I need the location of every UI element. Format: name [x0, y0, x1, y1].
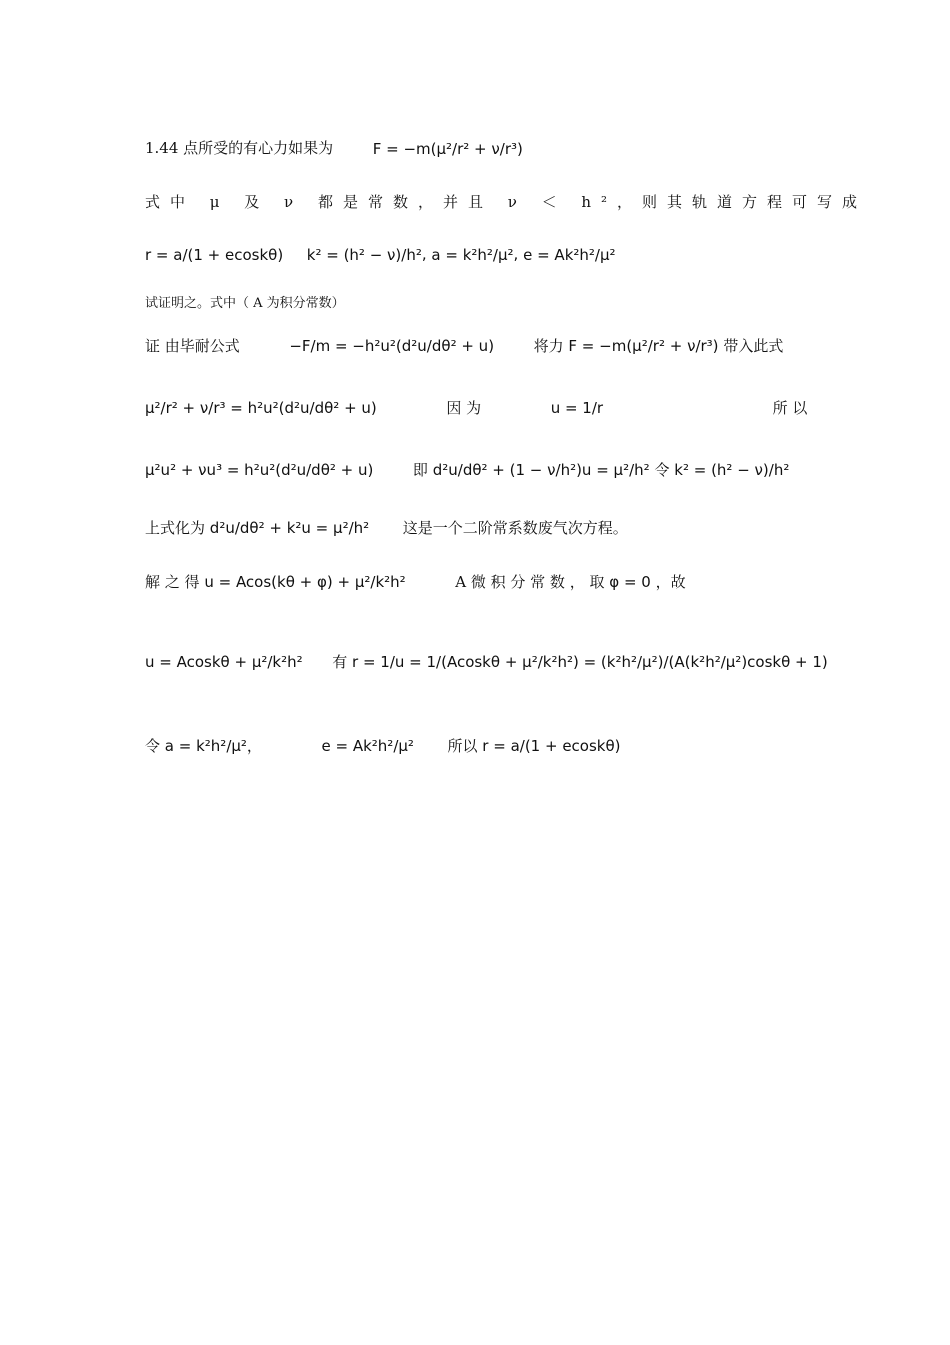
problem-intro-line	[145, 138, 523, 159]
proof-line-4	[145, 518, 628, 538]
u-form-equation: μ²u² + νu³ = h²u²(d²u/dθ² + u)	[145, 461, 374, 479]
k-definition: k² = (h² − ν)/h²	[306, 245, 422, 264]
proof-line-2	[145, 398, 807, 418]
so-text: 所以	[447, 737, 478, 755]
a-definition: a = k²h²/μ²	[431, 245, 514, 264]
solve-prefix: 解 之 得	[145, 573, 200, 591]
proof-line-1	[145, 336, 783, 356]
binet-formula: −F/m = −h²u²(d²u/dθ² + u)	[289, 337, 495, 355]
r-derivation: r = 1/u = 1/(Acoskθ + μ²/k²h²) = (k²h²/μ²)/(A(k²h²/μ²)coskθ + 1)	[352, 653, 828, 671]
u-substitution: u = 1/r	[550, 399, 604, 417]
because-text: 因 为	[446, 399, 482, 417]
instruction: 试证明之。式中（ A 为积分常数）	[145, 296, 345, 311]
proof-line-6	[145, 652, 828, 672]
proof-line-5	[145, 572, 686, 592]
proof-prefix: 证 由毕耐公式	[145, 337, 240, 355]
simplify-prefix: 上式化为	[145, 519, 206, 537]
let-text: 令	[654, 461, 670, 479]
given-line: 式中 μ 及 ν 都是常数，并且 ν ＜ h²，则其轨道方程可写成	[145, 193, 868, 211]
force-substitute: F = −m(μ²/r² + ν/r³)	[568, 337, 719, 355]
have-text: 有	[332, 653, 348, 671]
proof-line-3	[145, 460, 789, 480]
orbit-equation: r = a/(1 + ecoskθ)	[145, 245, 284, 264]
simplified-ode: d²u/dθ² + k²u = μ²/h²	[209, 519, 370, 537]
k-squared-definition: k² = (h² − ν)/h²	[674, 461, 790, 479]
substitute-suffix: 带入此式	[723, 337, 784, 355]
ode-description: 这是一个二阶常系数废气次方程。	[402, 519, 628, 537]
proof-line-7	[145, 736, 621, 756]
e-definition: e = Ak²h²/μ²	[523, 245, 616, 264]
general-solution: u = Acos(kθ + φ) + μ²/k²h²	[204, 573, 406, 591]
e-assignment: e = Ak²h²/μ²	[321, 737, 414, 755]
substitute-text: 将力	[533, 337, 564, 355]
hence-text: ，故	[655, 573, 686, 591]
namely-text: 即	[412, 461, 428, 479]
therefore-text: 所 以	[772, 399, 808, 417]
phi-zero: φ = 0	[609, 573, 651, 591]
definitions-line: r = a/(1 + ecoskθ) k² = (h² − ν)/h², a = k²h²/μ², e = Ak²h²/μ²	[145, 245, 616, 264]
particular-solution: u = Acoskθ + μ²/k²h²	[145, 653, 303, 671]
problem-intro: 1.44 点所受的有心力如果为	[145, 139, 334, 157]
final-orbit-equation: r = a/(1 + ecoskθ)	[482, 737, 621, 755]
take-text: 取	[589, 573, 605, 591]
substituted-equation: μ²/r² + ν/r³ = h²u²(d²u/dθ² + u)	[145, 399, 377, 417]
constant-note: A 微 积 分 常 数 ，	[455, 573, 585, 591]
a-assignment: a = k²h²/μ²，	[164, 737, 262, 755]
force-expression: F = −m(μ²/r² + ν/r³)	[372, 139, 523, 158]
ode-equation: d²u/dθ² + (1 − ν/h²)u = μ²/h²	[432, 461, 650, 479]
let-text-2: 令	[145, 737, 161, 755]
